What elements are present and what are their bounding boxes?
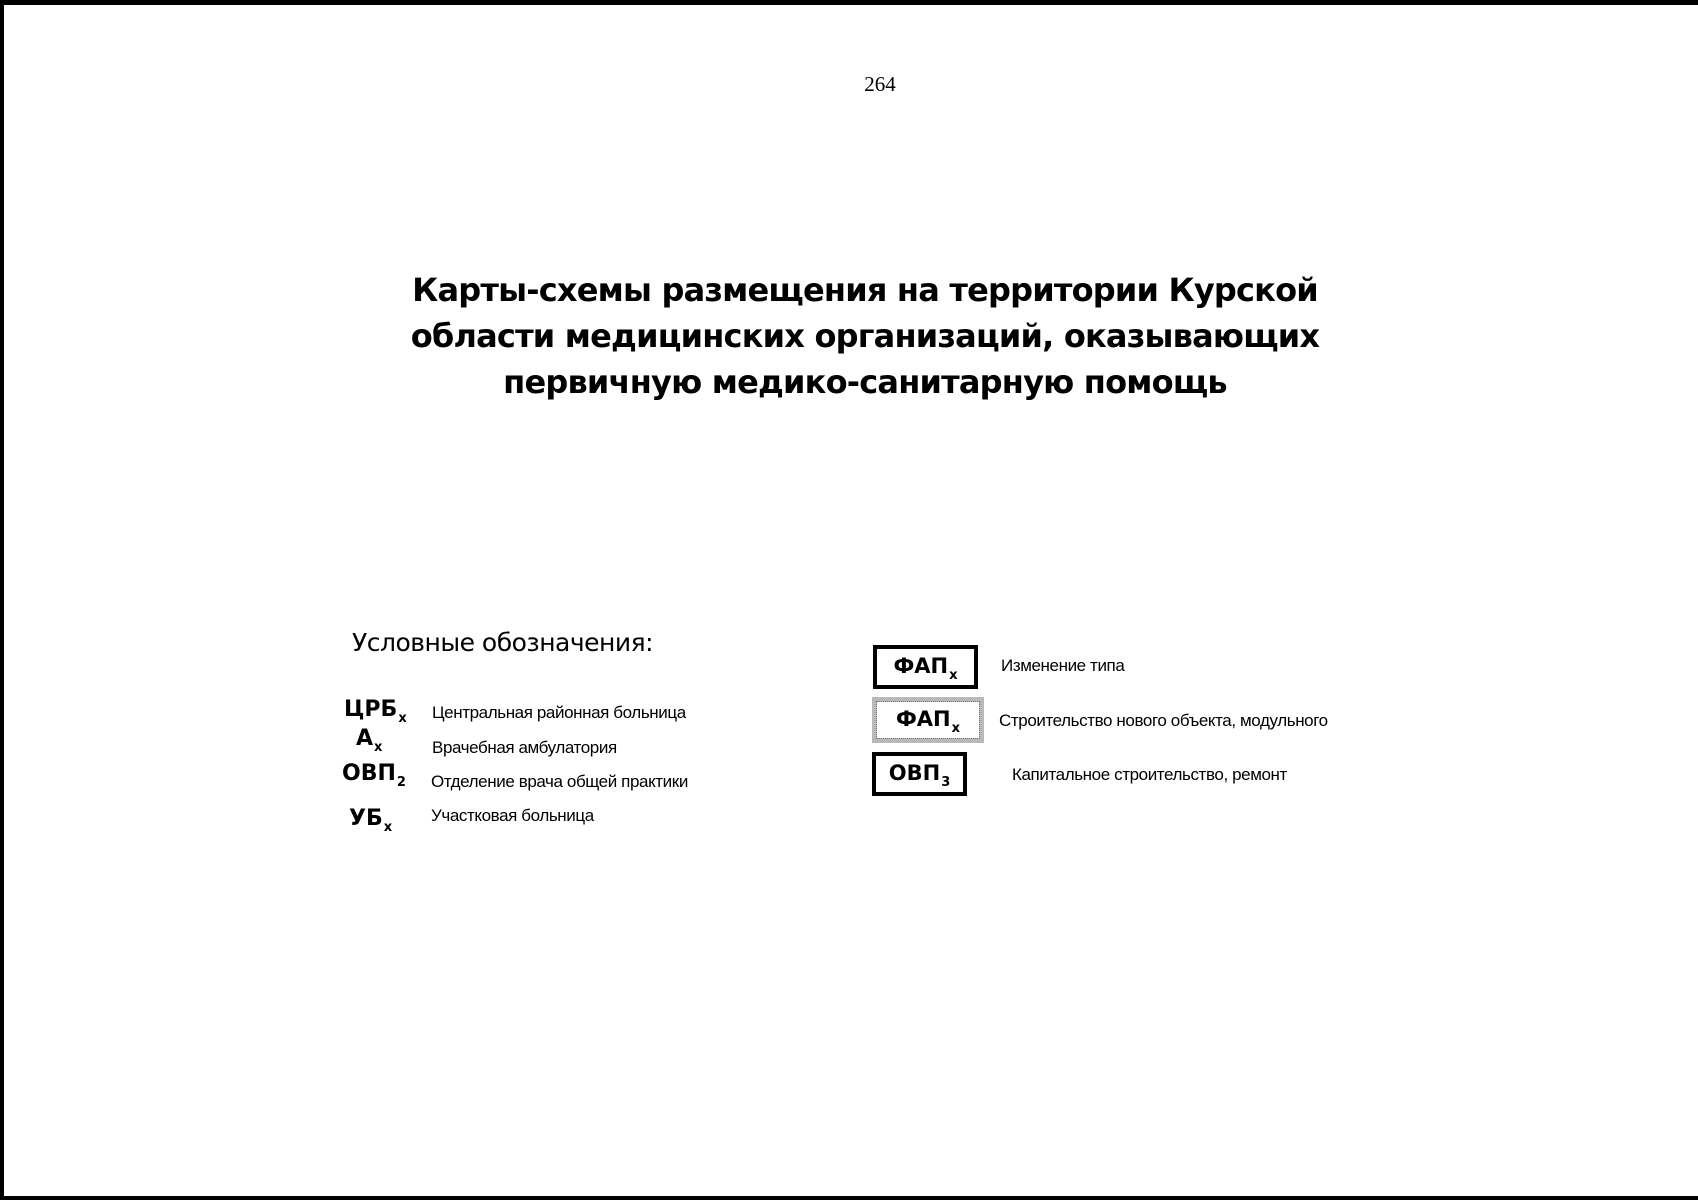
legend-desc-crb: Центральная районная больница (432, 703, 686, 722)
legend-abbr-crb: $ЦРБ_x$ (344, 697, 407, 726)
legend-desc-type-change: Изменение типа (1001, 656, 1125, 675)
title-line-3: первичную медико-санитарную помощь (503, 363, 1227, 401)
legend-heading: Условные обозначения: (352, 628, 654, 657)
legend-abbr-ovp: $ОВП_2$ (342, 761, 406, 790)
document-title (300, 267, 1430, 405)
legend-desc-capital: Капитальное строительство, ремонт (1012, 765, 1287, 784)
legend-desc-ub: Участковая больница (431, 806, 594, 825)
legend-box-fap-type-change: $ФАП_x$ (873, 645, 978, 689)
page-border-left (0, 0, 4, 1200)
legend-abbr-a: $А_x$ (356, 726, 383, 755)
legend-box-ovp-capital: $ОВП_3$ (872, 752, 967, 796)
legend-desc-a: Врачебная амбулатория (432, 738, 617, 757)
legend-desc-ovp: Отделение врача общей практики (431, 772, 688, 791)
legend-abbr-ub: $УБ_x$ (349, 806, 393, 835)
legend-box-fap-modular: $ФАП_x$ (872, 697, 984, 743)
page-border-bottom (0, 1196, 1698, 1200)
page-number: 264 (864, 72, 896, 96)
page-border-top (0, 0, 1698, 5)
title-line-2: области медицинских организаций, оказывающих (410, 317, 1320, 355)
title-line-1: Карты-схемы размещения на территории Курской (412, 271, 1318, 309)
legend-desc-modular: Строительство нового объекта, модульного (999, 711, 1328, 730)
